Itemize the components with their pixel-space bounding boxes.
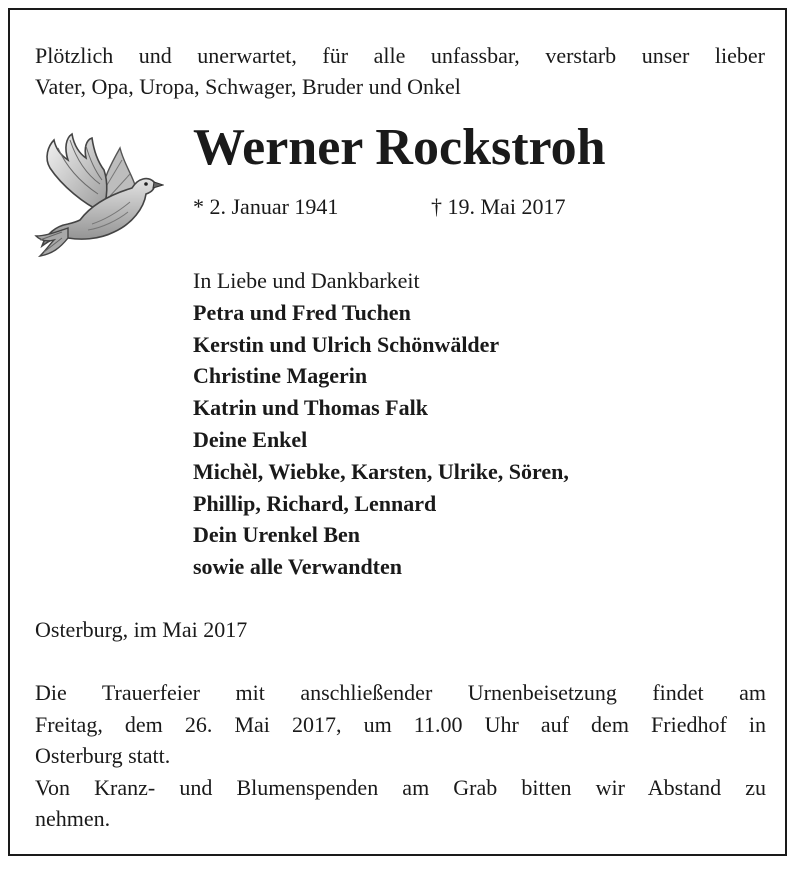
mourner-line: Deine Enkel (193, 426, 308, 452)
service-line-1: Die Trauerfeier mit anschließender Urnenbeisetzung findet am (35, 680, 766, 705)
mourners-heading: In Liebe und Dankbarkeit (193, 268, 420, 293)
dove-icon (32, 128, 164, 268)
mourner-line: Dein Urenkel Ben (193, 522, 361, 548)
mourner-line: Petra und Fred Tuchen (193, 299, 411, 325)
mourner-line: Katrin und Thomas Falk (193, 395, 428, 421)
mourner-line: Phillip, Richard, Lennard (193, 490, 437, 516)
service-notice (35, 677, 766, 835)
service-line-2: Freitag, dem 26. Mai 2017, um 11.00 Uhr auf dem Friedhof in (35, 711, 766, 737)
mourner-line: Michèl, Wiebke, Karsten, Ulrike, Sören, (193, 458, 569, 484)
place-date: Osterburg, im Mai 2017 (35, 617, 248, 642)
death-date: † 19. Mai 2017 (431, 194, 566, 219)
mourners-block (193, 265, 569, 583)
mourner-line: Christine Magerin (193, 363, 368, 389)
service-line-5: nehmen. (35, 806, 111, 831)
deceased-name: Werner Rockstroh (193, 119, 606, 176)
mourner-line: sowie alle Verwandten (193, 554, 402, 580)
birth-date: * 2. Januar 1941 (193, 194, 339, 219)
life-dates (193, 192, 566, 222)
mourner-line: Kerstin und Ulrich Schönwälder (193, 331, 500, 357)
service-line-4: Von Kranz- und Blumenspenden am Grab bitten wir Abstand zu (35, 774, 766, 800)
service-line-3: Osterburg statt. (35, 743, 171, 768)
intro-line-1: Plötzlich und unerwartet, für alle unfassbar, verstarb unser lieber (35, 43, 765, 68)
intro-text (35, 40, 765, 102)
obituary-card (8, 8, 787, 856)
intro-line-2: Vater, Opa, Uropa, Schwager, Bruder und Onkel (35, 74, 461, 99)
